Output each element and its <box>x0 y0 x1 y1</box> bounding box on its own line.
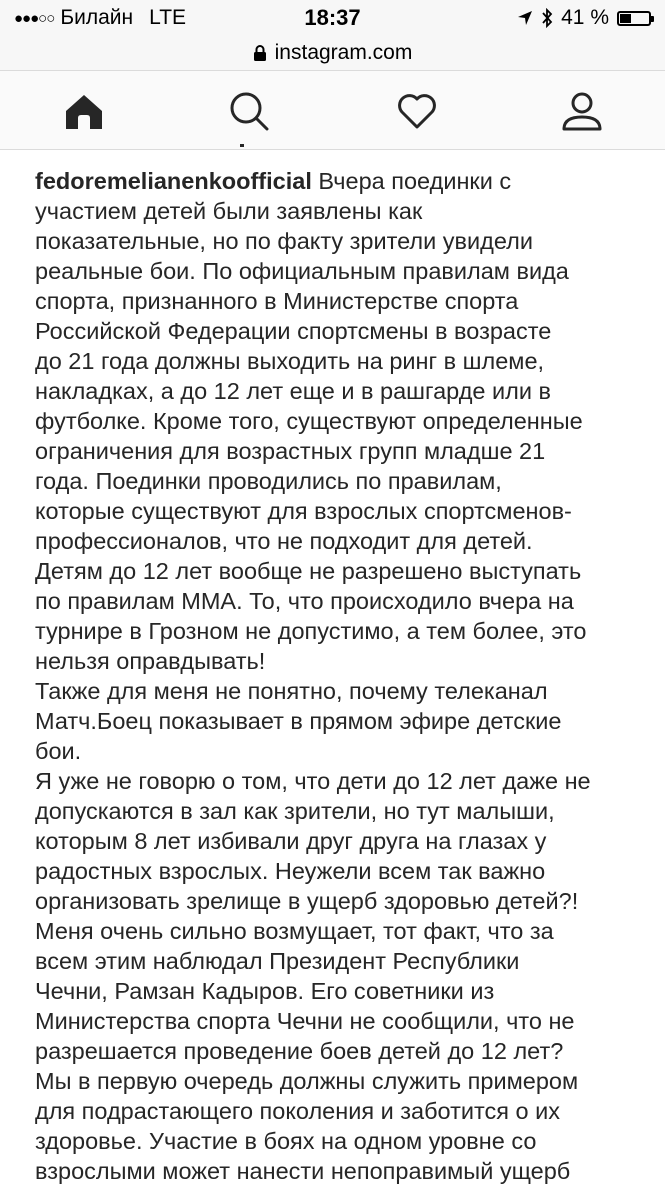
network-type: LTE <box>149 6 187 29</box>
battery-icon <box>617 11 651 26</box>
caption-line: для подрастающего поколения и заботится о их <box>35 1098 560 1124</box>
caption-line: Российской Федерации спортсмены в возрасте <box>35 318 552 344</box>
caption-line: Также для меня не понятно, почему телеканал <box>35 678 548 704</box>
post-username[interactable]: fedoremelianenkoofficial <box>35 168 312 194</box>
status-time: 18:37 <box>304 5 361 30</box>
caption-line <box>35 166 635 196</box>
caption-line: разрешается проведение боев детей до 12 лет? <box>35 1038 564 1064</box>
signal-strength-icon: ●●●○○ <box>14 9 55 27</box>
caption-line: накладках, а до 12 лет еще и в рашгарде или в <box>35 378 551 404</box>
caption-line: турнире в Грозном не допустимо, а тем более, это <box>35 618 587 644</box>
post-caption <box>35 166 635 1186</box>
caption-line: допускаются в зал как зрители, но тут малыши, <box>35 798 555 824</box>
caption-line: нельзя оправдывать! <box>35 648 266 674</box>
caption-line: Матч.Боец показывает в прямом эфире детские <box>35 708 562 734</box>
lock-icon <box>253 45 267 62</box>
bluetooth-icon <box>541 8 553 28</box>
caption-line: которые существуют для взрослых спортсменов- <box>35 498 572 524</box>
heart-icon[interactable] <box>395 89 439 133</box>
caption-line: организовать зрелище в ущерб здоровью детей?! <box>35 888 579 914</box>
caption-line: показательные, но по факту зрители увидели <box>35 228 533 254</box>
status-right <box>517 6 651 30</box>
search-icon[interactable] <box>227 89 271 133</box>
url-text[interactable]: instagram.com <box>274 41 413 64</box>
profile-icon[interactable] <box>560 89 604 133</box>
scroll-remnant <box>240 144 244 147</box>
battery-level <box>620 14 631 23</box>
caption-line: всем этим наблюдал Президент Республики <box>35 948 520 974</box>
navigation-bar <box>0 70 665 150</box>
caption-line: участием детей были заявлены как <box>35 198 423 224</box>
carrier-name: Билайн <box>60 6 134 29</box>
caption-text: Вчера поединки с <box>318 168 512 194</box>
caption-line: здоровье. Участие в боях на одном уровне со <box>35 1128 537 1154</box>
caption-line: года. Поединки проводились по правилам, <box>35 468 502 494</box>
caption-line: которым 8 лет избивали друг друга на глазах у <box>35 828 547 854</box>
caption-line: Детям до 12 лет вообще не разрешено выступать <box>35 558 582 584</box>
caption-line: взрослыми может нанести непоправимый ущерб <box>35 1158 571 1184</box>
caption-line: бои. <box>35 738 82 764</box>
url-bar[interactable] <box>0 36 665 70</box>
caption-line: реальные бои. По официальным правилам вида <box>35 258 569 284</box>
status-bar <box>0 0 665 36</box>
battery-percent: 41 % <box>561 6 609 29</box>
caption-line: Меня очень сильно возмущает, тот факт, что за <box>35 918 554 944</box>
caption-line: Мы в первую очередь должны служить примером <box>35 1068 579 1094</box>
caption-line: ограничения для возрастных групп младше 21 <box>35 438 546 464</box>
caption-line: до 21 года должны выходить на ринг в шлеме, <box>35 348 545 374</box>
home-icon[interactable] <box>62 89 106 133</box>
caption-line: Я уже не говорю о том, что дети до 12 лет даже не <box>35 768 591 794</box>
caption-line: Министерства спорта Чечни не сообщили, что не <box>35 1008 575 1034</box>
caption-line: профессионалов, что не подходит для детей. <box>35 528 533 554</box>
caption-line: спорта, признанного в Министерстве спорта <box>35 288 519 314</box>
caption-line: футболке. Кроме того, существуют определенные <box>35 408 583 434</box>
caption-line: Чечни, Рамзан Кадыров. Его советники из <box>35 978 495 1004</box>
location-arrow-icon <box>517 10 533 26</box>
caption-line: радостных взрослых. Неужели всем так важно <box>35 858 546 884</box>
caption-line: по правилам ММА. То, что происходило вчера на <box>35 588 574 614</box>
